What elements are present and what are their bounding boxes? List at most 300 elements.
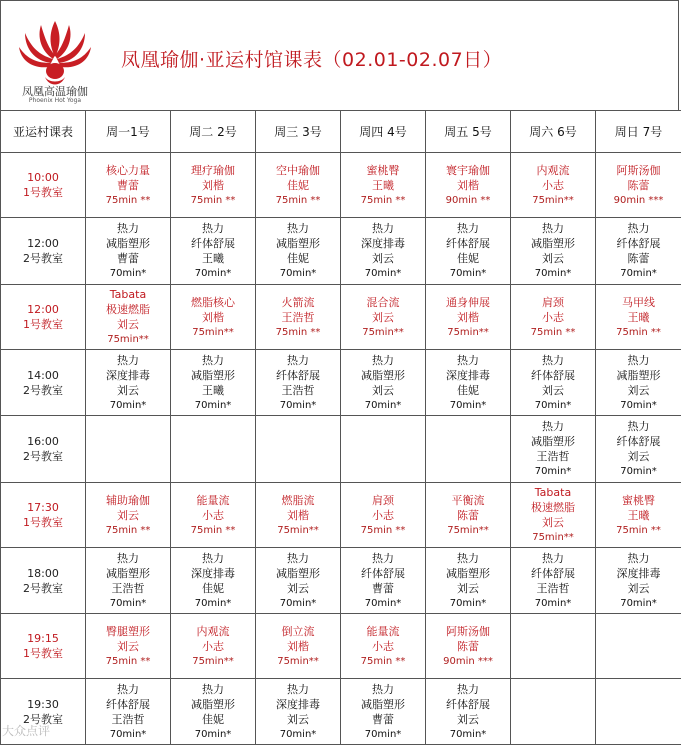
class-name: 通身伸展: [446, 295, 490, 309]
class-name: 减脂塑形: [361, 697, 405, 711]
class-name: 纤体舒展: [191, 237, 235, 250]
class-name: 热力: [542, 353, 564, 367]
class-cell: [511, 285, 596, 350]
class-name: 减脂塑形: [276, 237, 320, 250]
class-name: 燃脂流: [281, 493, 315, 507]
class-duration: 70min*: [194, 399, 232, 411]
class-instructor: 刘楷: [287, 508, 309, 522]
class-instructor: 小志: [372, 508, 394, 522]
class-instructor: 王曦: [627, 508, 650, 522]
class-duration: 75min **: [105, 655, 151, 667]
class-cell: [511, 153, 596, 218]
empty-cell: [86, 416, 171, 483]
class-instructor: 曹蕾: [117, 178, 139, 192]
class-duration: 70min*: [534, 466, 572, 477]
class-entry: [86, 551, 170, 611]
class-cell: [256, 483, 341, 548]
class-entry: [596, 295, 681, 340]
class-instructor: 王曦: [627, 310, 650, 324]
class-instructor: 小志: [542, 178, 564, 192]
time-slot-time: 12:00: [27, 237, 59, 250]
class-duration: 70min*: [279, 597, 317, 609]
class-cell: [341, 679, 426, 745]
column-header-day: 周二 2号: [171, 111, 256, 153]
time-slot-cell: [1, 548, 86, 614]
class-cell: [86, 218, 171, 285]
time-slot-time: 19:30: [27, 697, 59, 711]
class-name: 纤体舒展: [446, 237, 490, 250]
class-instructor: 陈蕾: [457, 508, 479, 522]
class-name: 能量流: [366, 624, 400, 638]
class-instructor: 曹蕾: [117, 252, 139, 265]
class-cell: [171, 548, 256, 614]
class-entry: [86, 163, 170, 208]
class-entry: [171, 493, 255, 538]
class-duration: 75min**: [107, 334, 149, 345]
class-entry: [426, 551, 510, 611]
class-duration: 75min **: [530, 326, 576, 338]
class-cell: [596, 285, 681, 350]
class-instructor: 刘云: [457, 581, 479, 595]
class-cell: [426, 548, 511, 614]
empty-cell: [511, 679, 596, 745]
class-cell: [426, 285, 511, 350]
class-cell: [511, 483, 596, 548]
class-instructor: 陈蕾: [627, 178, 650, 192]
class-name: 热力: [372, 353, 394, 367]
class-instructor: 陈蕾: [627, 252, 650, 265]
class-duration: 90min **: [445, 194, 491, 206]
time-slot-cell: [1, 218, 86, 285]
class-cell: [596, 350, 681, 416]
class-name: 减脂塑形: [616, 368, 661, 382]
class-instructor: 刘云: [117, 639, 139, 653]
class-cell: [511, 548, 596, 614]
class-cell: [171, 614, 256, 679]
class-duration: 70min*: [279, 268, 317, 279]
class-cell: [86, 548, 171, 614]
class-instructor: 刘云: [627, 581, 650, 595]
class-name: 减脂塑形: [531, 237, 575, 250]
class-entry: [341, 295, 425, 340]
class-name: 核心力量: [106, 163, 150, 177]
time-slot-time: 18:00: [27, 566, 59, 580]
class-entry: [171, 551, 255, 611]
class-instructor: 刘云: [287, 712, 309, 726]
class-name: 臀腿塑形: [106, 624, 150, 638]
class-entry: [596, 551, 681, 611]
class-instructor: 刘云: [372, 383, 394, 397]
table-row: [1, 614, 681, 679]
watermark-text: 大众点评: [2, 724, 51, 738]
class-name: 极速燃脂: [531, 501, 575, 514]
class-cell: [256, 548, 341, 614]
class-name: 热力: [457, 682, 479, 696]
time-slot-time: 10:00: [27, 171, 59, 184]
class-name: 深度排毒: [276, 697, 320, 711]
column-header-day: 周四 4号: [341, 111, 426, 153]
class-entry: [256, 221, 340, 281]
class-instructor: 佳妮: [287, 178, 309, 192]
class-instructor: 王曦: [202, 383, 224, 397]
class-cell: [426, 218, 511, 285]
time-slot-time: 12:00: [27, 303, 59, 316]
class-name: 热力: [372, 682, 394, 696]
class-entry: [256, 551, 340, 611]
time-slot-room: 2号教室: [23, 252, 63, 265]
class-entry: [596, 221, 681, 281]
table-row: [1, 285, 681, 350]
class-duration: 70min*: [620, 268, 657, 279]
column-header-day: 周一1号: [86, 111, 171, 153]
class-cell: [171, 483, 256, 548]
class-duration: 70min*: [449, 268, 487, 279]
class-cell: [341, 548, 426, 614]
class-instructor: 刘楷: [457, 310, 479, 324]
class-duration: 75min **: [105, 194, 151, 206]
class-entry: [256, 295, 340, 340]
class-cell: [426, 679, 511, 745]
class-name: 减脂塑形: [276, 566, 320, 580]
class-cell: [596, 153, 681, 218]
class-entry: [86, 682, 170, 742]
class-name: 热力: [457, 353, 479, 367]
time-slot-time: 19:15: [27, 632, 59, 645]
class-cell: [596, 548, 681, 614]
column-header-schedule: 亚运村课表: [1, 111, 86, 153]
class-cell: [86, 614, 171, 679]
table-row: [1, 218, 681, 285]
class-name: 纤体舒展: [446, 697, 490, 711]
class-instructor: 佳妮: [202, 712, 224, 726]
class-duration: 75min **: [360, 524, 406, 536]
schedule-header: [0, 0, 679, 110]
class-entry: [596, 353, 681, 413]
class-instructor: 刘云: [627, 450, 650, 463]
class-duration: 70min*: [534, 268, 572, 279]
class-duration: 75min**: [447, 524, 489, 536]
class-entry: [171, 163, 255, 208]
class-entry: [86, 353, 170, 413]
class-cell: [171, 218, 256, 285]
class-instructor: 刘楷: [457, 178, 479, 192]
class-name: 热力: [287, 222, 309, 235]
class-instructor: 佳妮: [287, 252, 309, 265]
class-name: 内观流: [196, 624, 230, 638]
class-entry: [511, 419, 595, 479]
class-name: 理疗瑜伽: [191, 163, 235, 177]
class-entry: [511, 551, 595, 611]
class-duration: 75min **: [616, 524, 661, 536]
class-entry: [86, 624, 170, 669]
class-duration: 75min**: [192, 326, 234, 338]
class-name: 纤体舒展: [531, 566, 575, 580]
class-cell: [596, 483, 681, 548]
class-entry: [511, 485, 595, 545]
class-name: 纤体舒展: [616, 435, 661, 448]
class-duration: 75min**: [447, 326, 489, 338]
class-duration: 70min*: [364, 268, 402, 279]
class-entry: [426, 493, 510, 538]
empty-cell: [511, 614, 596, 679]
class-instructor: 王浩哲: [111, 581, 145, 595]
class-duration: 75min**: [277, 524, 319, 536]
class-cell: [256, 679, 341, 745]
class-instructor: 王浩哲: [536, 450, 570, 463]
class-cell: [426, 350, 511, 416]
class-duration: 70min*: [620, 466, 657, 477]
class-duration: 70min*: [109, 399, 147, 411]
class-name: 热力: [542, 551, 564, 565]
class-duration: 75min **: [275, 194, 321, 206]
class-duration: 75min**: [192, 655, 234, 667]
class-name: 肩颈: [542, 295, 564, 309]
class-name: 热力: [202, 353, 224, 367]
class-cell: [511, 218, 596, 285]
time-slot-time: 17:30: [27, 501, 59, 514]
class-cell: [426, 153, 511, 218]
class-entry: [171, 353, 255, 413]
table-row: [1, 153, 681, 218]
class-duration: 75min **: [616, 326, 661, 338]
class-name: 蜜桃臀: [622, 493, 655, 507]
class-cell: [256, 153, 341, 218]
class-name: 减脂塑形: [191, 697, 235, 711]
class-duration: 70min*: [620, 597, 657, 609]
time-slot-cell: [1, 416, 86, 483]
class-instructor: 刘云: [117, 508, 139, 522]
class-duration: 70min*: [279, 728, 317, 740]
class-entry: [426, 682, 510, 742]
table-row: [1, 679, 681, 745]
class-cell: [86, 679, 171, 745]
class-name: 热力: [627, 222, 650, 235]
class-name: Tabata: [109, 288, 147, 301]
class-instructor: 王浩哲: [111, 712, 145, 726]
class-instructor: 刘云: [542, 252, 564, 265]
class-name: 减脂塑形: [191, 368, 235, 382]
time-slot-room: 2号教室: [23, 712, 63, 726]
class-duration: 70min*: [534, 399, 572, 411]
class-duration: 75min **: [190, 194, 236, 206]
class-instructor: 小志: [542, 310, 564, 324]
class-entry: [86, 287, 170, 347]
class-name: 热力: [372, 222, 394, 235]
class-entry: [256, 353, 340, 413]
class-entry: [256, 163, 340, 208]
class-instructor: 小志: [372, 639, 394, 653]
class-entry: [171, 624, 255, 669]
class-cell: [256, 350, 341, 416]
class-duration: 75min**: [532, 194, 574, 206]
class-instructor: 刘云: [117, 383, 139, 397]
class-duration: 70min*: [364, 728, 402, 740]
class-duration: 70min*: [194, 728, 232, 740]
class-duration: 75min**: [277, 655, 319, 667]
class-duration: 70min*: [449, 728, 487, 740]
class-duration: 70min*: [364, 597, 402, 609]
class-entry: [511, 221, 595, 281]
class-instructor: 王浩哲: [281, 383, 315, 397]
time-slot-cell: [1, 285, 86, 350]
time-slot-room: 1号教室: [23, 516, 63, 529]
time-slot-room: 2号教室: [23, 581, 63, 595]
class-duration: 70min*: [279, 399, 317, 411]
table-row: [1, 416, 681, 483]
class-name: 平衡流: [451, 493, 485, 507]
class-entry: [341, 221, 425, 281]
class-name: 内观流: [536, 163, 570, 177]
class-duration: 75min **: [360, 655, 406, 667]
class-name: 深度排毒: [446, 368, 490, 382]
class-instructor: 刘云: [542, 383, 564, 397]
class-entry: [341, 163, 425, 208]
class-duration: 70min*: [194, 268, 232, 279]
class-duration: 70min*: [449, 399, 487, 411]
column-header-day: 周日 7号: [596, 111, 681, 153]
empty-cell: [341, 416, 426, 483]
time-slot-time: 14:00: [27, 368, 59, 382]
class-duration: 90min ***: [443, 655, 493, 667]
time-slot-time: 16:00: [27, 435, 59, 448]
class-entry: [426, 295, 510, 340]
class-cell: [171, 153, 256, 218]
class-cell: [256, 285, 341, 350]
class-entry: [426, 221, 510, 281]
class-name: 热力: [287, 682, 309, 696]
class-entry: [341, 551, 425, 611]
class-entry: [86, 221, 170, 281]
class-name: 深度排毒: [361, 237, 405, 250]
class-duration: 70min*: [534, 597, 572, 609]
table-row: [1, 350, 681, 416]
class-name: 肩颈: [372, 493, 394, 507]
class-duration: 70min*: [620, 399, 657, 411]
class-cell: [171, 350, 256, 416]
class-instructor: 王浩哲: [536, 581, 570, 595]
class-entry: [341, 353, 425, 413]
class-name: 热力: [202, 682, 224, 696]
class-instructor: 刘云: [372, 310, 394, 324]
class-name: 减脂塑形: [446, 566, 490, 580]
time-slot-cell: [1, 350, 86, 416]
class-cell: [256, 614, 341, 679]
class-entry: [511, 353, 595, 413]
class-name: 倒立流: [281, 624, 315, 638]
class-name: 纤体舒展: [361, 566, 405, 580]
class-cell: [341, 483, 426, 548]
class-duration: 75min **: [105, 524, 151, 536]
class-duration: 70min*: [449, 597, 487, 609]
class-duration: 70min*: [364, 399, 402, 411]
class-name: 混合流: [366, 295, 400, 309]
empty-cell: [596, 679, 681, 745]
class-instructor: 刘云: [372, 252, 394, 265]
page-title: 凤凰瑜伽·亚运村馆课表（02.01-02.07日）: [121, 49, 503, 71]
class-name: 燃脂核心: [191, 295, 235, 309]
class-instructor: 陈蕾: [457, 639, 479, 653]
class-duration: 75min **: [190, 524, 236, 536]
class-name: 减脂塑形: [106, 566, 150, 580]
class-name: 热力: [117, 551, 139, 565]
column-header-day: 周六 6号: [511, 111, 596, 153]
class-entry: [511, 163, 595, 208]
empty-cell: [426, 416, 511, 483]
class-instructor: 刘楷: [202, 178, 224, 192]
class-entry: [426, 163, 510, 208]
class-name: 纤体舒展: [276, 368, 320, 382]
class-entry: [341, 624, 425, 669]
class-duration: 75min **: [275, 326, 321, 338]
schedule-table: [0, 110, 681, 745]
class-instructor: 小志: [202, 508, 224, 522]
column-header-day: 周五 5号: [426, 111, 511, 153]
class-name: 极速燃脂: [106, 303, 150, 316]
class-duration: 70min*: [109, 268, 147, 279]
class-duration: 70min*: [109, 597, 147, 609]
class-cell: [341, 153, 426, 218]
time-slot-room: 2号教室: [23, 450, 63, 463]
class-cell: [596, 218, 681, 285]
header-row: [1, 111, 681, 153]
class-name: Tabata: [534, 486, 572, 499]
time-slot-room: 1号教室: [23, 318, 63, 331]
class-name: 热力: [202, 551, 224, 565]
class-name: 能量流: [196, 493, 230, 507]
empty-cell: [256, 416, 341, 483]
class-cell: [426, 483, 511, 548]
column-header-day: 周三 3号: [256, 111, 341, 153]
class-cell: [511, 350, 596, 416]
class-name: 热力: [627, 353, 650, 367]
class-instructor: 刘云: [542, 516, 564, 529]
class-name: 马甲线: [622, 295, 655, 309]
class-entry: [511, 295, 595, 340]
class-cell: [256, 218, 341, 285]
class-duration: 70min*: [109, 728, 147, 740]
class-instructor: 王浩哲: [281, 310, 315, 324]
class-duration: 75min**: [362, 326, 404, 338]
class-cell: [341, 218, 426, 285]
time-slot-room: 1号教室: [23, 647, 63, 660]
class-name: 减脂塑形: [361, 368, 405, 382]
class-instructor: 佳妮: [202, 581, 224, 595]
class-name: 阿斯汤伽: [446, 624, 490, 638]
class-instructor: 刘楷: [202, 310, 224, 324]
class-instructor: 佳妮: [457, 383, 479, 397]
class-name: 寰宇瑜伽: [446, 163, 490, 177]
class-cell: [86, 153, 171, 218]
class-entry: [256, 493, 340, 538]
class-entry: [341, 493, 425, 538]
class-name: 辅助瑜伽: [106, 493, 150, 507]
class-name: 热力: [117, 353, 139, 367]
logo-text-cn: 凤凰高温瑜伽: [22, 85, 88, 98]
class-name: 减脂塑形: [531, 435, 575, 448]
class-cell: [86, 483, 171, 548]
class-instructor: 王曦: [372, 178, 394, 192]
class-instructor: 曹蕾: [372, 581, 394, 595]
class-cell: [171, 679, 256, 745]
class-cell: [596, 416, 681, 483]
table-row: [1, 483, 681, 548]
class-instructor: 小志: [202, 639, 224, 653]
class-name: 阿斯汤伽: [616, 163, 661, 177]
class-duration: 75min **: [360, 194, 406, 206]
class-name: 热力: [627, 420, 650, 433]
class-entry: [426, 353, 510, 413]
class-entry: [596, 163, 681, 208]
